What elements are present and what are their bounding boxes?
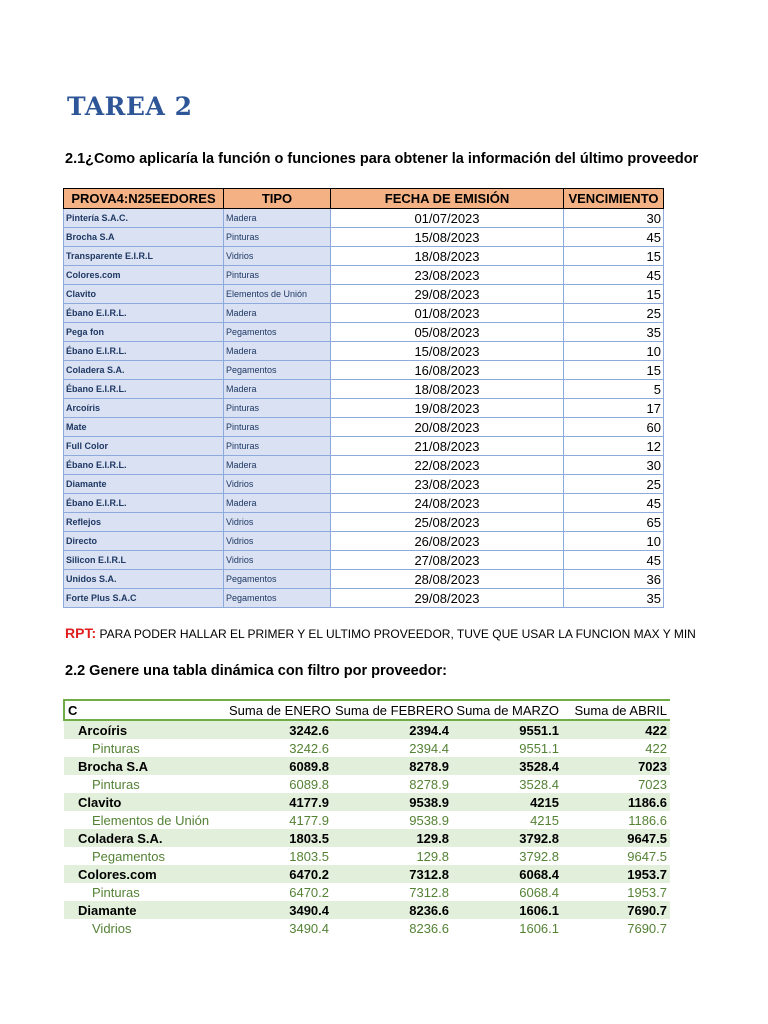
- pivot-value-cell[interactable]: 1186.6: [562, 811, 670, 829]
- pivot-column-header[interactable]: Suma de ENERO: [226, 700, 332, 720]
- pivot-row-label[interactable]: Clavito: [64, 793, 226, 811]
- pivot-row-label[interactable]: Coladera S.A.: [64, 829, 226, 847]
- due-days-cell[interactable]: 15: [564, 361, 664, 380]
- pivot-provider-row: [64, 901, 670, 919]
- pivot-value-cell[interactable]: 4177.9: [226, 793, 332, 811]
- pivot-value-cell[interactable]: 2394.4: [332, 720, 452, 739]
- pivot-row-label[interactable]: Pinturas: [64, 775, 226, 793]
- pivot-value-cell[interactable]: 422: [562, 720, 670, 739]
- due-days-cell[interactable]: 45: [564, 551, 664, 570]
- date-cell[interactable]: 23/08/2023: [331, 475, 564, 494]
- column-header[interactable]: PROVA4:N25EEDORES: [64, 189, 224, 209]
- type-cell[interactable]: Pinturas: [224, 418, 331, 437]
- pivot-value-cell[interactable]: 3490.4: [226, 919, 332, 937]
- provider-cell[interactable]: Ébano E.I.R.L.: [64, 380, 224, 399]
- date-cell[interactable]: 25/08/2023: [331, 513, 564, 532]
- date-cell[interactable]: 29/08/2023: [331, 589, 564, 608]
- pivot-row-label[interactable]: Pinturas: [64, 883, 226, 901]
- pivot-table: [63, 699, 670, 937]
- date-cell[interactable]: 26/08/2023: [331, 532, 564, 551]
- table-row: [64, 323, 664, 342]
- pivot-value-cell[interactable]: 3528.4: [452, 757, 562, 775]
- provider-cell[interactable]: Unidos S.A.: [64, 570, 224, 589]
- pivot-value-cell[interactable]: 6068.4: [452, 865, 562, 883]
- type-cell[interactable]: Vidrios: [224, 513, 331, 532]
- type-cell[interactable]: Madera: [224, 342, 331, 361]
- pivot-type-row: [64, 919, 670, 937]
- due-days-cell[interactable]: 60: [564, 418, 664, 437]
- due-days-cell[interactable]: 45: [564, 266, 664, 285]
- pivot-table-container: [63, 699, 667, 947]
- pivot-value-cell[interactable]: 1953.7: [562, 883, 670, 901]
- provider-cell[interactable]: Arcoíris: [64, 399, 224, 418]
- date-cell[interactable]: 27/08/2023: [331, 551, 564, 570]
- pivot-value-cell[interactable]: 8278.9: [332, 775, 452, 793]
- date-cell[interactable]: 20/08/2023: [331, 418, 564, 437]
- pivot-value-cell[interactable]: 7023: [562, 775, 670, 793]
- pivot-value-cell[interactable]: 4215: [452, 811, 562, 829]
- provider-cell[interactable]: Pega fon: [64, 323, 224, 342]
- provider-cell[interactable]: Colores.com: [64, 266, 224, 285]
- table-row: [64, 380, 664, 399]
- pivot-value-cell[interactable]: 129.8: [332, 829, 452, 847]
- due-days-cell[interactable]: 5: [564, 380, 664, 399]
- page-title: TAREA 2: [67, 92, 193, 121]
- provider-cell[interactable]: Reflejos: [64, 513, 224, 532]
- due-days-cell[interactable]: 45: [564, 228, 664, 247]
- pivot-value-cell[interactable]: 7312.8: [332, 883, 452, 901]
- provider-cell[interactable]: Brocha S.A: [64, 228, 224, 247]
- answer-label: RPT:: [65, 625, 97, 641]
- pivot-value-cell[interactable]: 9647.5: [562, 829, 670, 847]
- pivot-row-label[interactable]: Brocha S.A: [64, 757, 226, 775]
- provider-cell[interactable]: Directo: [64, 532, 224, 551]
- table-row: [64, 209, 664, 228]
- provider-cell[interactable]: Transparente E.I.R.L: [64, 247, 224, 266]
- due-days-cell[interactable]: 10: [564, 342, 664, 361]
- date-cell[interactable]: 23/08/2023: [331, 266, 564, 285]
- due-days-cell[interactable]: 45: [564, 494, 664, 513]
- due-days-cell[interactable]: 25: [564, 475, 664, 494]
- date-cell[interactable]: 21/08/2023: [331, 437, 564, 456]
- table-row: [64, 494, 664, 513]
- table-row: [64, 418, 664, 437]
- date-cell[interactable]: 01/07/2023: [331, 209, 564, 228]
- pivot-value-cell[interactable]: 129.8: [332, 847, 452, 865]
- date-cell[interactable]: 28/08/2023: [331, 570, 564, 589]
- date-cell[interactable]: 29/08/2023: [331, 285, 564, 304]
- due-days-cell[interactable]: 65: [564, 513, 664, 532]
- provider-cell[interactable]: Diamante: [64, 475, 224, 494]
- type-cell[interactable]: Vidrios: [224, 532, 331, 551]
- due-days-cell[interactable]: 35: [564, 589, 664, 608]
- pivot-value-cell[interactable]: 8236.6: [332, 919, 452, 937]
- date-cell[interactable]: 24/08/2023: [331, 494, 564, 513]
- date-cell[interactable]: 22/08/2023: [331, 456, 564, 475]
- provider-cell[interactable]: Ébano E.I.R.L.: [64, 456, 224, 475]
- type-cell[interactable]: Pinturas: [224, 399, 331, 418]
- type-cell[interactable]: Pinturas: [224, 437, 331, 456]
- pivot-value-cell[interactable]: 7312.8: [332, 865, 452, 883]
- type-cell[interactable]: Pegamentos: [224, 323, 331, 342]
- pivot-row-label[interactable]: Arcoíris: [64, 720, 226, 739]
- table-row: [64, 570, 664, 589]
- pivot-value-cell[interactable]: 3528.4: [452, 775, 562, 793]
- provider-cell[interactable]: Full Color: [64, 437, 224, 456]
- table-row: [64, 437, 664, 456]
- type-cell[interactable]: Pinturas: [224, 266, 331, 285]
- table-row: [64, 247, 664, 266]
- due-days-cell[interactable]: 36: [564, 570, 664, 589]
- pivot-row-label[interactable]: Pegamentos: [64, 847, 226, 865]
- pivot-value-cell[interactable]: 422: [562, 739, 670, 757]
- pivot-row-label-header[interactable]: C: [64, 700, 226, 720]
- pivot-value-cell[interactable]: 1803.5: [226, 829, 332, 847]
- table-row: [64, 285, 664, 304]
- pivot-value-cell[interactable]: 3792.8: [452, 847, 562, 865]
- pivot-value-cell[interactable]: 9647.5: [562, 847, 670, 865]
- pivot-value-cell[interactable]: 3490.4: [226, 901, 332, 919]
- pivot-value-cell[interactable]: 9551.1: [452, 739, 562, 757]
- date-cell[interactable]: 16/08/2023: [331, 361, 564, 380]
- due-days-cell[interactable]: 25: [564, 304, 664, 323]
- provider-cell[interactable]: Ébano E.I.R.L.: [64, 342, 224, 361]
- column-header[interactable]: TIPO: [224, 189, 331, 209]
- date-cell[interactable]: 18/08/2023: [331, 247, 564, 266]
- type-cell[interactable]: Madera: [224, 304, 331, 323]
- provider-cell[interactable]: Pintería S.A.C.: [64, 209, 224, 228]
- provider-cell[interactable]: Clavito: [64, 285, 224, 304]
- answer-body: PARA PODER HALLAR EL PRIMER Y EL ULTIMO PROVEEDOR, TUVE QUE USAR LA FUNCION MAX Y MIN: [96, 627, 696, 641]
- date-cell[interactable]: 18/08/2023: [331, 380, 564, 399]
- pivot-row-label[interactable]: Vidrios: [64, 919, 226, 937]
- provider-cell[interactable]: Mate: [64, 418, 224, 437]
- pivot-value-cell[interactable]: 9538.9: [332, 811, 452, 829]
- due-days-cell[interactable]: 15: [564, 285, 664, 304]
- date-cell[interactable]: 15/08/2023: [331, 228, 564, 247]
- pivot-value-cell[interactable]: 6470.2: [226, 865, 332, 883]
- pivot-value-cell[interactable]: 1606.1: [452, 901, 562, 919]
- type-cell[interactable]: Vidrios: [224, 247, 331, 266]
- due-days-cell[interactable]: 17: [564, 399, 664, 418]
- pivot-row-label[interactable]: Elementos de Unión: [64, 811, 226, 829]
- type-cell[interactable]: Madera: [224, 494, 331, 513]
- pivot-value-cell[interactable]: 7690.7: [562, 919, 670, 937]
- table-row: [64, 304, 664, 323]
- type-cell[interactable]: Vidrios: [224, 551, 331, 570]
- table-row: [64, 513, 664, 532]
- providers-table: [63, 188, 664, 608]
- date-cell[interactable]: 19/08/2023: [331, 399, 564, 418]
- answer-text: [65, 625, 696, 641]
- provider-cell[interactable]: Coladera S.A.: [64, 361, 224, 380]
- type-cell[interactable]: Madera: [224, 209, 331, 228]
- table-row: [64, 475, 664, 494]
- providers-table-container: [63, 188, 662, 608]
- pivot-value-cell[interactable]: 6068.4: [452, 883, 562, 901]
- pivot-provider-row: [64, 757, 670, 775]
- due-days-cell[interactable]: 12: [564, 437, 664, 456]
- due-days-cell[interactable]: 10: [564, 532, 664, 551]
- pivot-value-cell[interactable]: 9551.1: [452, 720, 562, 739]
- pivot-type-row: [64, 775, 670, 793]
- due-days-cell[interactable]: 30: [564, 456, 664, 475]
- table-row: [64, 456, 664, 475]
- provider-cell[interactable]: Ébano E.I.R.L.: [64, 304, 224, 323]
- type-cell[interactable]: Pegamentos: [224, 570, 331, 589]
- pivot-type-row: [64, 811, 670, 829]
- pivot-row-label[interactable]: Diamante: [64, 901, 226, 919]
- type-cell[interactable]: Madera: [224, 380, 331, 399]
- type-cell[interactable]: Madera: [224, 456, 331, 475]
- pivot-provider-row: [64, 829, 670, 847]
- pivot-value-cell[interactable]: 4177.9: [226, 811, 332, 829]
- column-header[interactable]: VENCIMIENTO: [564, 189, 664, 209]
- due-days-cell[interactable]: 35: [564, 323, 664, 342]
- question-2-text: 2.2 Genere una tabla dinámica con filtro por proveedor:: [65, 663, 447, 679]
- pivot-value-cell[interactable]: 4215: [452, 793, 562, 811]
- pivot-provider-row: [64, 720, 670, 739]
- type-cell[interactable]: Pegamentos: [224, 361, 331, 380]
- due-days-cell[interactable]: 30: [564, 209, 664, 228]
- pivot-value-cell[interactable]: 3792.8: [452, 829, 562, 847]
- pivot-value-cell[interactable]: 3242.6: [226, 739, 332, 757]
- pivot-value-cell[interactable]: 9538.9: [332, 793, 452, 811]
- type-cell[interactable]: Pinturas: [224, 228, 331, 247]
- provider-cell[interactable]: Silicon E.I.R.L: [64, 551, 224, 570]
- pivot-type-row: [64, 883, 670, 901]
- pivot-provider-row: [64, 865, 670, 883]
- pivot-value-cell[interactable]: 1953.7: [562, 865, 670, 883]
- provider-cell[interactable]: Forte Plus S.A.C: [64, 589, 224, 608]
- pivot-value-cell[interactable]: 6470.2: [226, 883, 332, 901]
- date-cell[interactable]: 01/08/2023: [331, 304, 564, 323]
- table-row: [64, 361, 664, 380]
- pivot-type-row: [64, 847, 670, 865]
- table-row: [64, 228, 664, 247]
- pivot-value-cell[interactable]: 8236.6: [332, 901, 452, 919]
- type-cell[interactable]: Pegamentos: [224, 589, 331, 608]
- table-row: [64, 551, 664, 570]
- pivot-value-cell[interactable]: 7023: [562, 757, 670, 775]
- pivot-value-cell[interactable]: 6089.8: [226, 757, 332, 775]
- pivot-row-label[interactable]: Pinturas: [64, 739, 226, 757]
- type-cell[interactable]: Elementos de Unión: [224, 285, 331, 304]
- pivot-column-header[interactable]: Suma de MARZO: [452, 700, 562, 720]
- pivot-column-header[interactable]: Suma de ABRIL: [562, 700, 670, 720]
- pivot-value-cell[interactable]: 1803.5: [226, 847, 332, 865]
- table-row: [64, 342, 664, 361]
- date-cell[interactable]: 15/08/2023: [331, 342, 564, 361]
- pivot-value-cell[interactable]: 8278.9: [332, 757, 452, 775]
- pivot-value-cell[interactable]: 3242.6: [226, 720, 332, 739]
- table-row: [64, 266, 664, 285]
- pivot-type-row: [64, 739, 670, 757]
- pivot-column-header[interactable]: Suma de FEBRERO: [332, 700, 452, 720]
- pivot-value-cell[interactable]: 7690.7: [562, 901, 670, 919]
- table-row: [64, 399, 664, 418]
- pivot-value-cell[interactable]: 1606.1: [452, 919, 562, 937]
- pivot-provider-row: [64, 793, 670, 811]
- table-row: [64, 532, 664, 551]
- pivot-row-label[interactable]: Colores.com: [64, 865, 226, 883]
- provider-cell[interactable]: Ébano E.I.R.L.: [64, 494, 224, 513]
- due-days-cell[interactable]: 15: [564, 247, 664, 266]
- pivot-value-cell[interactable]: 2394.4: [332, 739, 452, 757]
- question-1-text: 2.1¿Como aplicaría la función o funciones para obtener la información del último proveedor: [65, 151, 699, 167]
- date-cell[interactable]: 05/08/2023: [331, 323, 564, 342]
- pivot-value-cell[interactable]: 1186.6: [562, 793, 670, 811]
- table-row: [64, 589, 664, 608]
- column-header[interactable]: FECHA DE EMISIÓN: [331, 189, 564, 209]
- type-cell[interactable]: Vidrios: [224, 475, 331, 494]
- pivot-value-cell[interactable]: 6089.8: [226, 775, 332, 793]
